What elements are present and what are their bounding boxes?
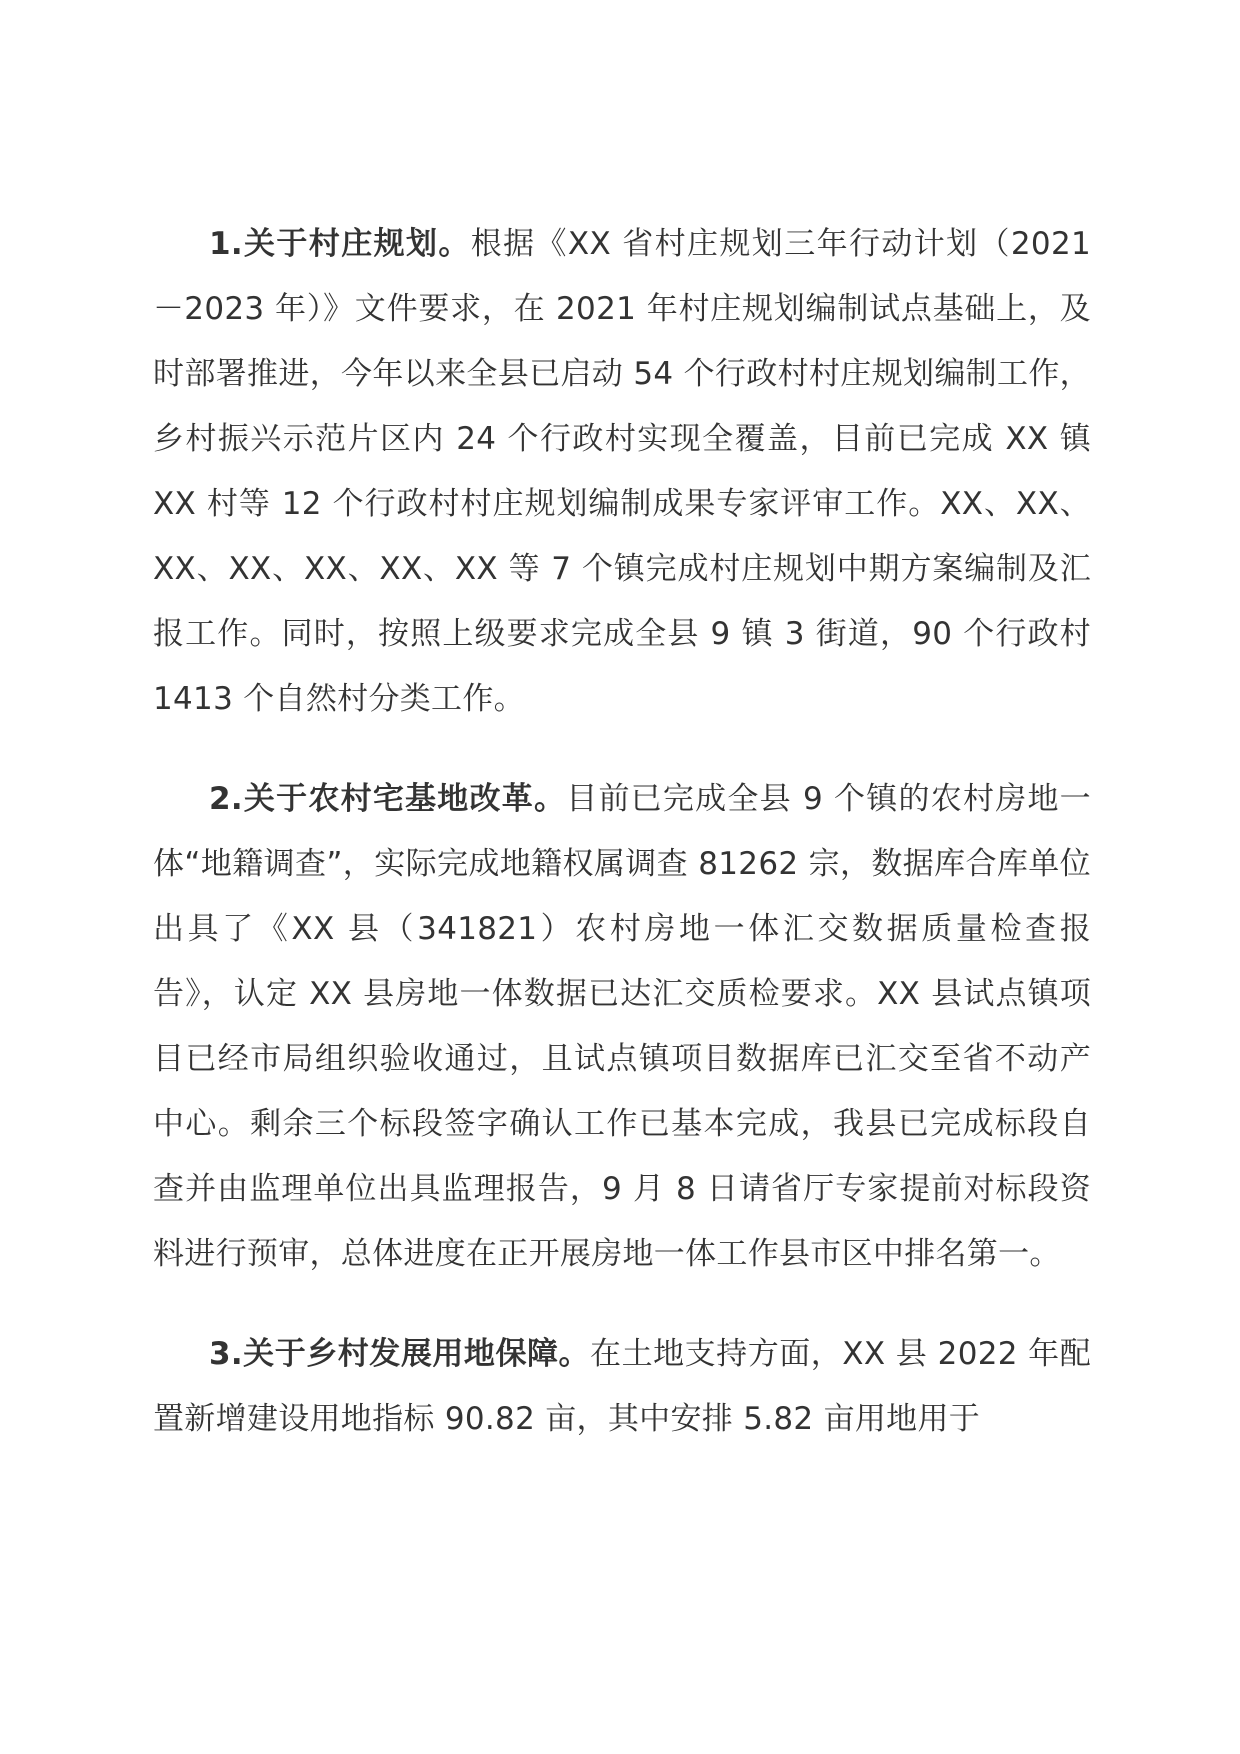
paragraph-land-use-guarantee: [153, 1322, 1091, 1452]
paragraph-village-planning: [153, 212, 1091, 732]
paragraph-text: 在土地支持方面，XX 县 2022 年配置新增建设用地指标 90.82 亩，其中安排 5.82 亩用地用于: [153, 1336, 1091, 1437]
paragraph-text: 目前已完成全县 9 个镇的农村房地一体“地籍调查”，实际完成地籍权属调查 81262 宗，数据库合库单位出具了《XX 县（341821）农村房地一体汇交数据质量检查报告》，认定 XX 县房地一体数据已达汇交质检要求。XX 县试点镇项目已经市局组织验收通过，且试点镇项目数据库已汇交至省不动产中心。剩余三个标段签字确认工作已基本完成，我县已完成标段自查并由监理单位出具监理报告，9 月 8 日请省厅专家提前对标段资料进行预审，总体进度在正开展房地一体工作县市区中排名第一。: [153, 781, 1091, 1272]
paragraph-homestead-reform: [153, 767, 1091, 1287]
paragraph-text: 根据《XX 省村庄规划三年行动计划（2021－2023 年）》文件要求，在 2021 年村庄规划编制试点基础上，及时部署推进，今年以来全县已启动 54 个行政村村庄规划编制工作，乡村振兴示范片区内 24 个行政村实现全覆盖，目前已完成 XX 镇 XX 村等 12 个行政村村庄规划编制成果专家评审工作。XX、XX、XX、XX、XX、XX、XX 等 7 个镇完成村庄规划中期方案编制及汇报工作。同时，按照上级要求完成全县 9 镇 3 街道，90 个行政村 1413 个自然村分类工作。: [153, 226, 1092, 717]
paragraph-heading: 2.关于农村宅基地改革。: [209, 781, 567, 817]
paragraph-heading: 3.关于乡村发展用地保障。: [209, 1336, 591, 1372]
paragraph-heading: 1.关于村庄规划。: [209, 226, 471, 262]
document-body: [153, 212, 1091, 1487]
